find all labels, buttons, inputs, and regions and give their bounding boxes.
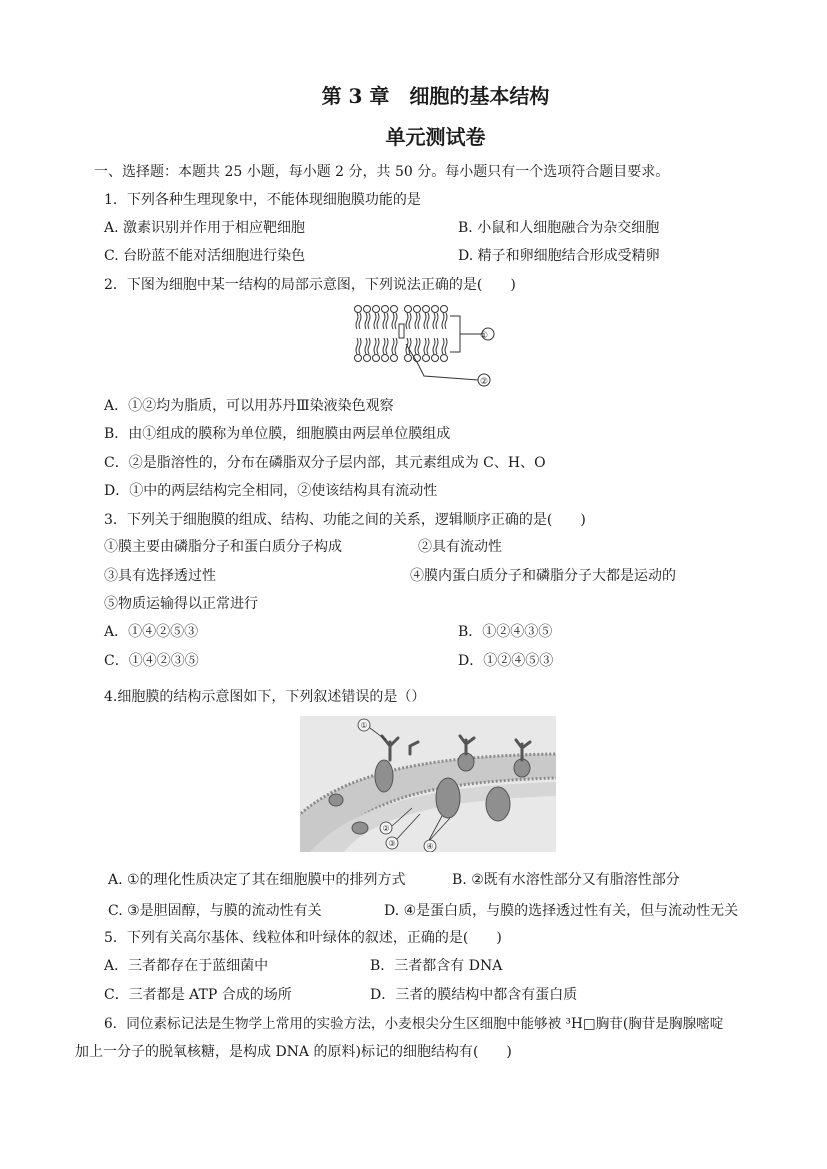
q2-option-b: B．由①组成的膜称为单位膜，细胞膜由两层单位膜组成	[104, 426, 451, 442]
q1-option-d: D. 精子和卵细胞结合形成受精卵	[458, 248, 660, 264]
q5-option-b: B．三者都含有 DNA	[370, 958, 503, 974]
section-instruction: 一、选择题：本题共 25 小题，每小题 2 分，共 50 分。每小题只有一个选项符合题目要求。	[94, 164, 670, 180]
fig4-label-2: ②	[382, 824, 390, 833]
fig4-label-3: ③	[388, 839, 396, 848]
q6-stem-line2: 加上一分子的脱氧核糖，是构成 DNA 的原料)标记的细胞结构有( )	[75, 1044, 512, 1060]
q2-option-d: D．①中的两层结构完全相同，②使该结构具有流动性	[104, 483, 438, 499]
q3-statement-5: ⑤物质运输得以正常进行	[104, 596, 258, 612]
q3-stem: 3．下列关于细胞膜的组成、结构、功能之间的关系，逻辑顺序正确的是( )	[104, 512, 586, 528]
q2-stem: 2．下图为细胞中某一结构的局部示意图，下列说法正确的是( )	[104, 277, 516, 293]
q2-option-c: C．②是脂溶性的，分布在磷脂双分子层内部，其元素组成为 C、H、O	[104, 455, 546, 471]
q3-option-a: A．①④②⑤③	[104, 624, 199, 640]
q3-option-c: C．①④②③⑤	[104, 653, 199, 669]
bottom-heads	[355, 355, 448, 362]
q4-option-b: B. ②既有水溶性部分又有脂溶性部分	[452, 872, 680, 888]
q4-option-a: A. ①的理化性质决定了其在细胞膜中的排列方式	[108, 872, 406, 888]
q3-statement-4: ④膜内蛋白质分子和磷脂分子大都是运动的	[410, 568, 676, 584]
fig4-label-4: ④	[426, 842, 434, 851]
q1-option-a: A. 激素识别并作用于相应靶细胞	[104, 220, 306, 236]
q3-option-b: B．①②④③⑤	[458, 624, 553, 640]
fig-label-1: ①	[479, 331, 489, 341]
q6-stem-line1: 6．同位素标记法是生物学上常用的实验方法，小麦根尖分生区细胞中能够被 ³H□胸苷(胸苷是胸腺嘧啶	[104, 1016, 724, 1032]
q2-option-a: A．①②均为脂质，可以用苏丹Ⅲ染液染色观察	[104, 398, 394, 414]
fig-label-2: ②	[479, 377, 489, 387]
q5-option-a: A．三者都存在于蓝细菌中	[104, 958, 269, 974]
q1-option-c: C. 台盼蓝不能对活细胞进行染色	[104, 248, 306, 264]
q4-option-d: D. ④是蛋白质，与膜的选择透过性有关，但与流动性无关	[384, 903, 739, 919]
page-subtitle: 单元测试卷	[385, 125, 486, 149]
phospholipid-bilayer-figure	[350, 302, 510, 390]
cell-membrane-figure	[300, 716, 556, 852]
q4-option-c: C. ③是胆固醇，与膜的流动性有关	[108, 903, 322, 919]
fig4-label-1: ①	[360, 721, 368, 730]
q5-option-d: D．三者的膜结构中都含有蛋白质	[370, 987, 578, 1003]
q3-statement-2: ②具有流动性	[418, 539, 502, 555]
q1-option-b: B. 小鼠和人细胞融合为杂交细胞	[458, 220, 660, 236]
q3-statement-1: ①膜主要由磷脂分子和蛋白质分子构成	[104, 539, 342, 555]
page-title: 第 3 章 细胞的基本结构	[321, 84, 550, 108]
q4-stem: 4.细胞膜的结构示意图如下，下列叙述错误的是（）	[104, 689, 426, 705]
q5-option-c: C．三者都是 ATP 合成的场所	[104, 987, 292, 1003]
q3-statement-3: ③具有选择透过性	[104, 568, 216, 584]
q3-option-d: D．①②④⑤③	[458, 653, 554, 669]
q5-stem: 5．下列有关高尔基体、线粒体和叶绿体的叙述，正确的是( )	[104, 930, 502, 946]
top-heads	[355, 306, 448, 313]
q1-stem: 1．下列各种生理现象中，不能体现细胞膜功能的是	[104, 192, 421, 208]
